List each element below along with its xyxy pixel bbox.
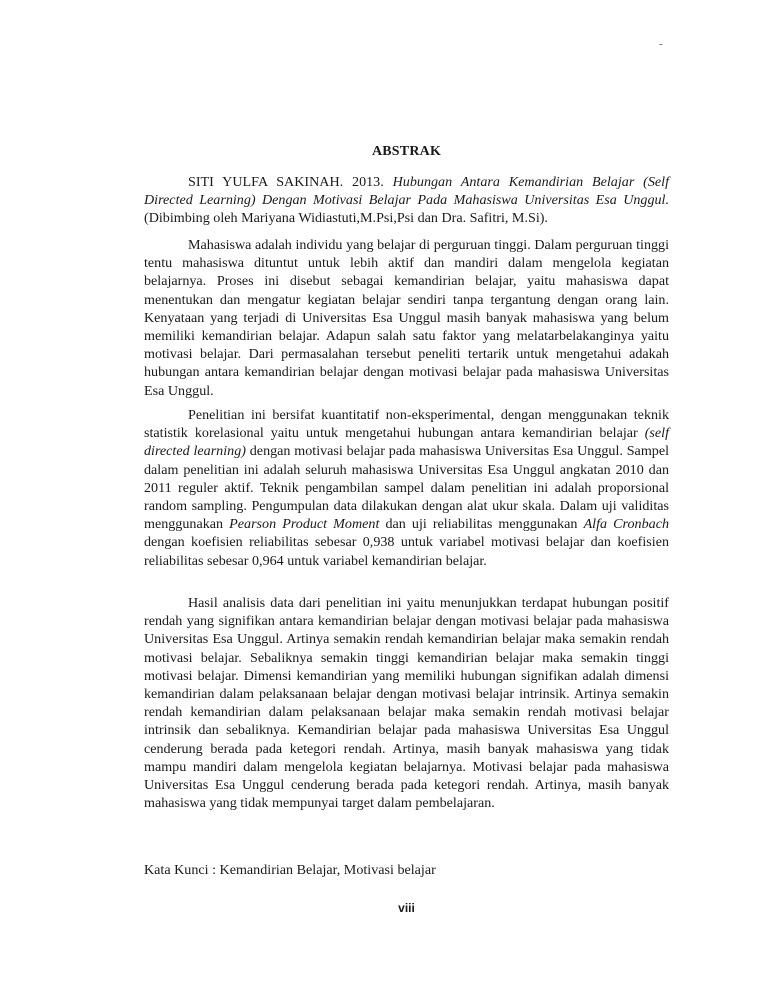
- method-text-2: dengan motivasi belajar pada mahasiswa Universitas Esa Unggul. Sampel dalam penelitian ini adalah seluruh mahasiswa Universitas Esa Unggul angkatan 2010 dan 2011 reguler aktif. Teknik pengambilan sampel dalam penelitian ini adalah proporsional random sampling. Pengumpulan data dilakukan dengan alat ukur skala. Dalam uji validitas menggunakan: [144, 443, 669, 533]
- abstract-paragraph-method: [144, 406, 669, 570]
- citation-thesis-title: Hubungan Antara Kemandirian Belajar (Self Directed Learning) Dengan Motivasi Belajar Pada Mahasiswa Universitas Esa Unggul.: [144, 174, 670, 209]
- citation-paragraph: [144, 173, 669, 228]
- abstract-paragraph-results: Hasil analisis data dari penelitian ini yaitu menunjukkan terdapat hubungan positif rendah yang signifikan antara kemandirian belajar dengan motivasi belajar pada mahasiswa Universitas Esa Unggul. Artinya semakin rendah kemandirian belajar maka semakin rendah motivasi belajar. Sebaliknya semakin tinggi kemandirian belajar maka semakin tinggi motivasi belajar. Dimensi kemandirian yang memiliki hubungan signifikan adalah dimensi kemandirian dalam pelaksanaan belajar dengan motivasi belajar intrinsik. Artinya semakin rendah kemandirian dalam pelaksanaan belajar maka semakin rendah motivasi belajar intrinsik dan sebaliknya. Kemandirian belajar pada mahasiswa Universitas Esa Unggul cenderung berada pada ketegori rendah. Artinya, masih banyak mahasiswa yang tidak mampu mandiri dalam mengelola kegiatan belajarnya. Motivasi belajar pada mahasiswa Universitas Esa Unggul cenderung berada pada ketegori rendah. Artinya, masih banyak mahasiswa yang tidak mempunyai target dalam pembelajaran.: [144, 595, 669, 812]
- keywords-line: Kata Kunci : Kemandirian Belajar, Motivasi belajar: [144, 862, 436, 878]
- page-number: viii: [398, 901, 415, 915]
- method-text-4: dengan koefisien reliabilitas sebesar 0,938 untuk variabel motivasi belajar dan koefisien reliabilitas sebesar 0,964 untuk variabel kemandirian belajar.: [144, 534, 669, 569]
- citation-author-year: SITI YULFA SAKINAH. 2013.: [188, 174, 393, 190]
- method-italic-sdl: (self directed learning): [144, 425, 669, 460]
- abstract-title: ABSTRAK: [371, 144, 442, 159]
- citation-advisors: (Dibimbing oleh Mariyana Widiastuti,M.Psi,Psi dan Dra. Safitri, M.Si).: [144, 210, 548, 227]
- method-italic-pearson: Pearson Product Moment: [229, 516, 380, 533]
- method-italic-alfa: Alfa Cronbach: [583, 516, 670, 533]
- corner-mark: -: [659, 38, 663, 50]
- method-text-1: Penelitian ini bersifat kuantitatif non-eksperimental, dengan menggunakan teknik statistik korelasional yaitu untuk mengetahui hubungan antara kemandirian belajar: [144, 407, 669, 442]
- method-text-3: dan uji reliabilitas menggunakan: [379, 516, 584, 533]
- abstract-paragraph-background: Mahasiswa adalah individu yang belajar di perguruan tinggi. Dalam perguruan tinggi tentu mahasiswa dituntut untuk lebih aktif dan mandiri dalam mengelola kegiatan belajarnya. Proses ini disebut sebagai kemandirian belajar, yaitu mahasiswa dapat menentukan dan mengatur kegiatan belajar sendiri tanpa tergantung dengan orang lain. Kenyataan yang terjadi di Universitas Esa Unggul masih banyak mahasiswa yang belum memiliki kemandirian belajar. Adapun salah satu faktor yang melatarbelakanginya yaitu motivasi belajar. Dari permasalahan tersebut peneliti tertarik untuk mengetahui adakah hubungan antara kemandirian belajar dengan motivasi belajar pada mahasiswa Universitas Esa Unggul.: [144, 237, 669, 399]
